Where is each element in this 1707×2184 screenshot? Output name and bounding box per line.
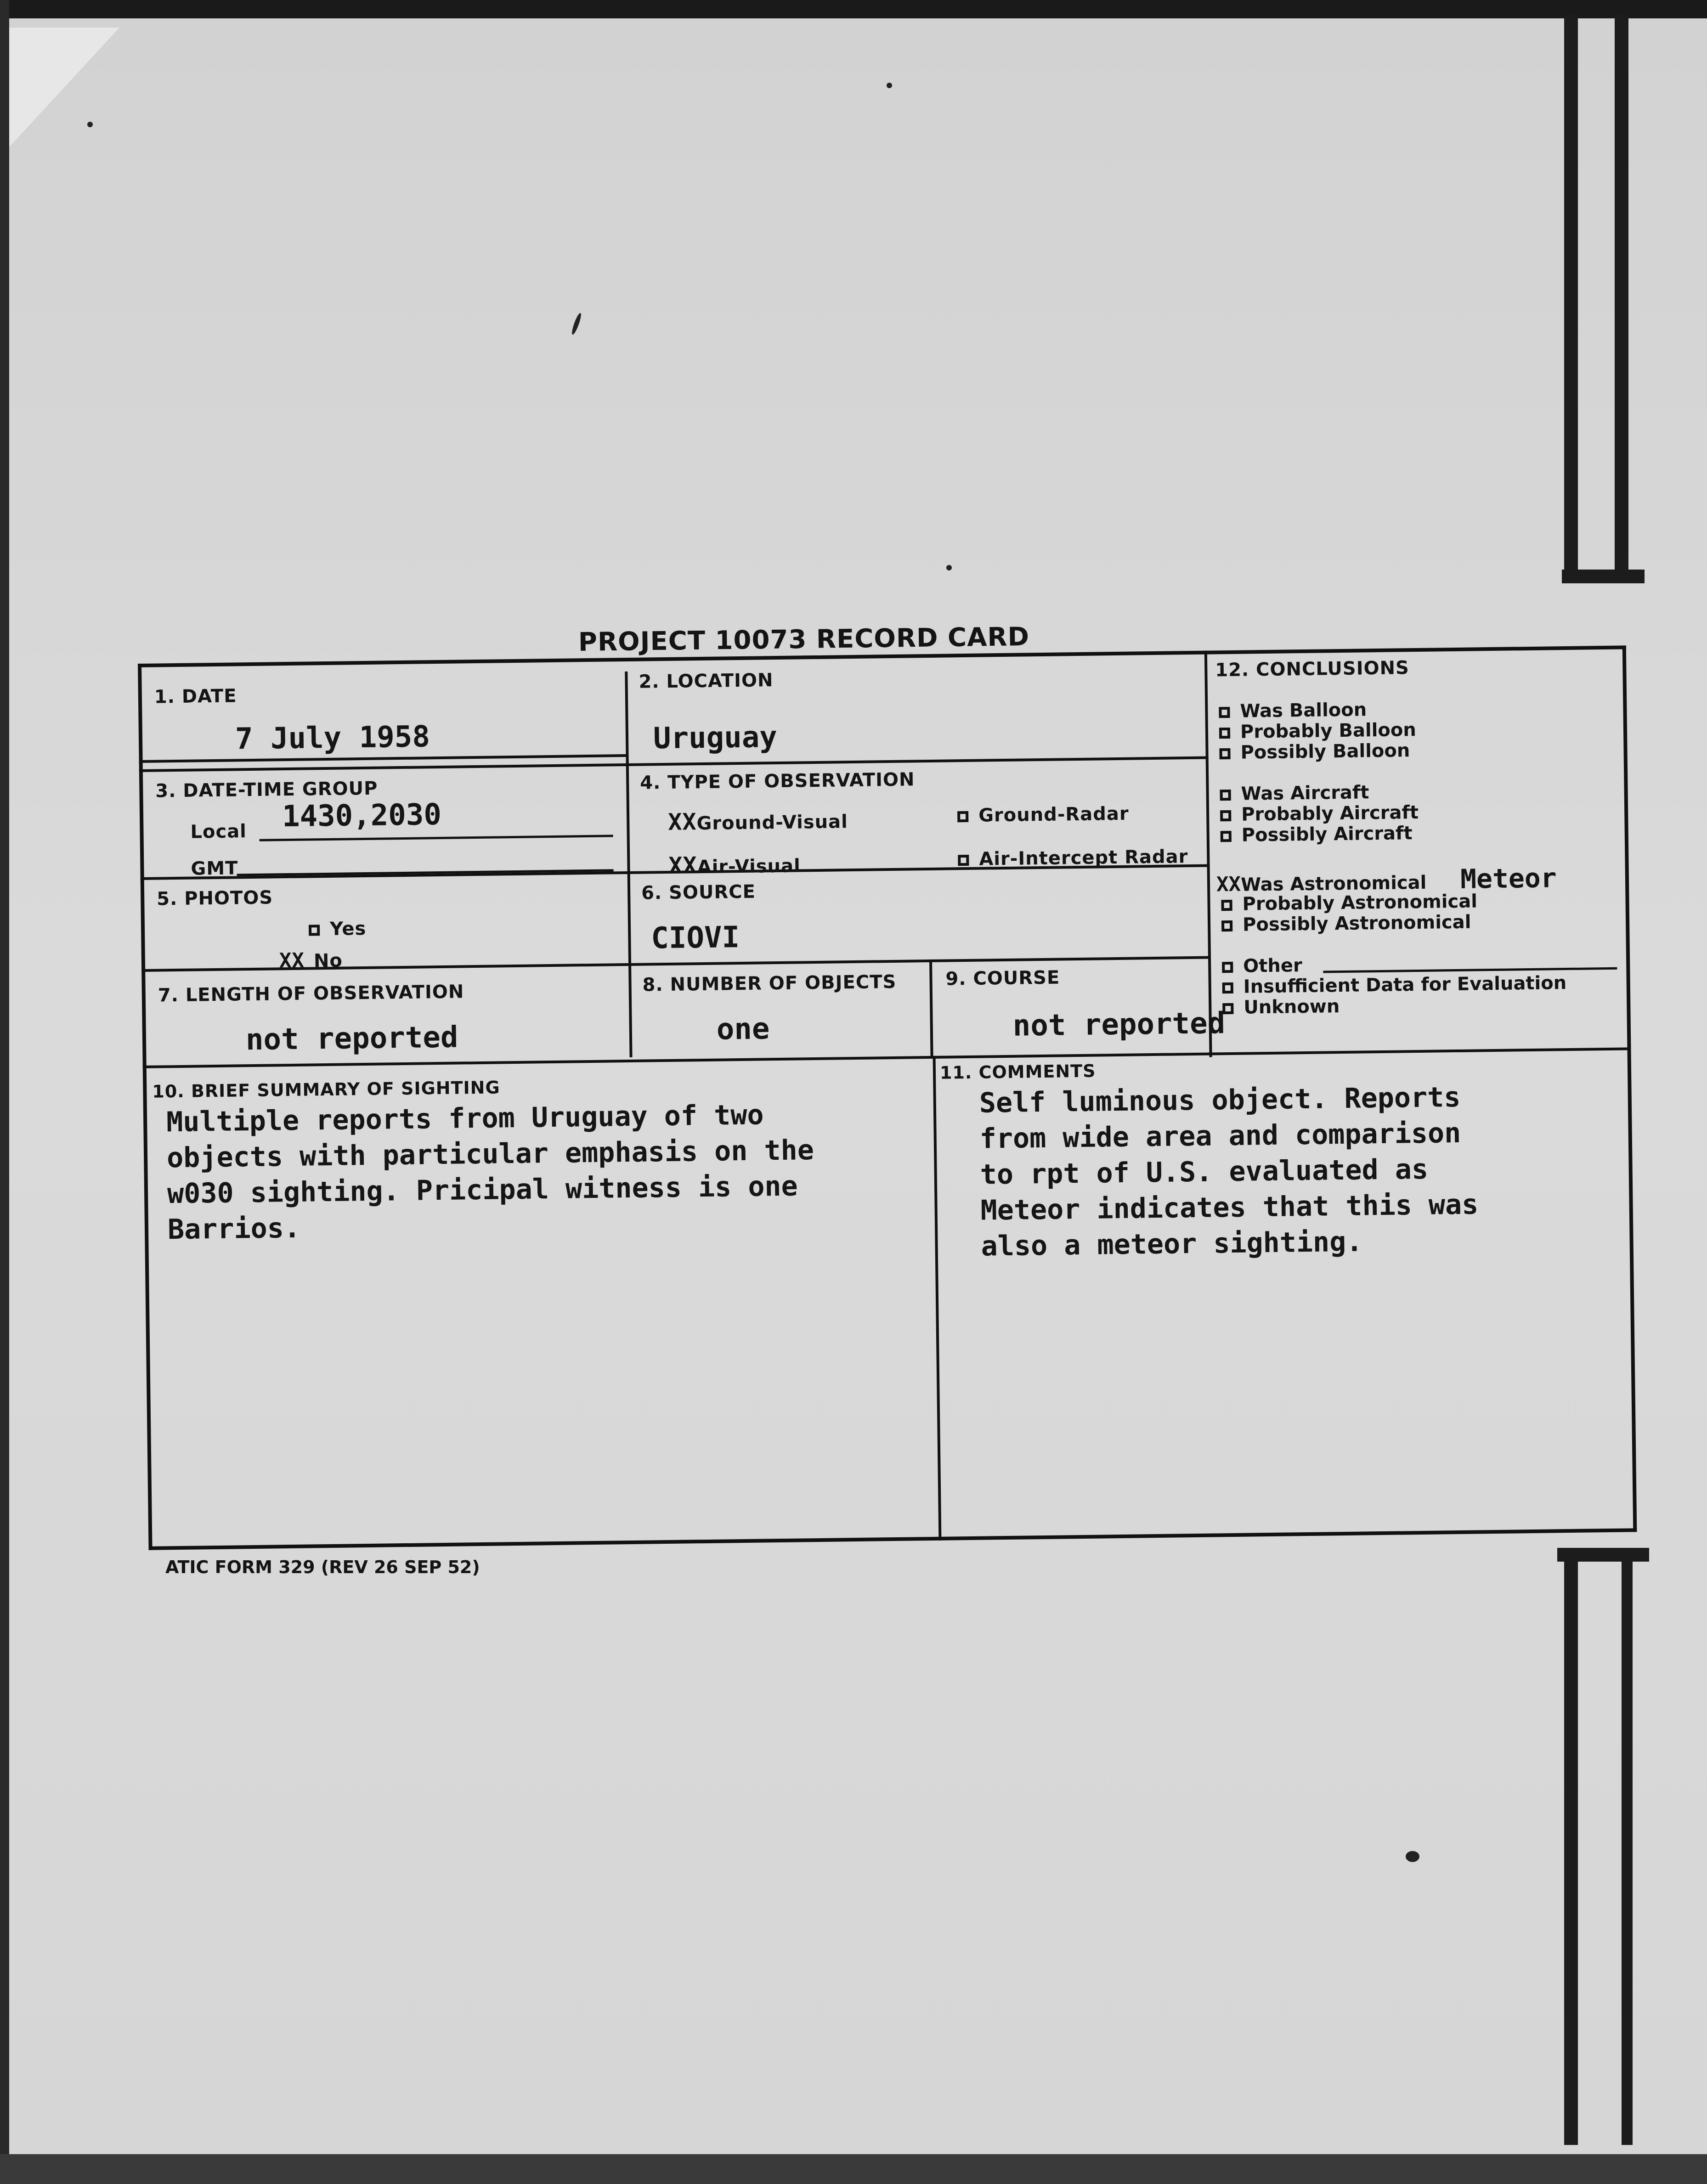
obs-ground-visual: XXGround-Visual	[667, 808, 848, 835]
binder-rail-bottom-outer	[1564, 1548, 1578, 2145]
speck	[887, 83, 892, 88]
check-mark: XX	[668, 852, 698, 879]
photos-yes: Yes	[309, 918, 367, 940]
scan-edge-left	[0, 0, 9, 2184]
checkbox-icon	[1219, 748, 1230, 759]
comment-line: also a meteor sighting.	[981, 1225, 1363, 1263]
other-underline	[1323, 967, 1617, 973]
checkbox-icon	[1221, 920, 1232, 931]
speck	[946, 565, 952, 570]
location-label: 2. LOCATION	[639, 670, 774, 693]
check-mark: XX	[667, 808, 697, 835]
gmt-label: GMT	[191, 858, 238, 880]
comment-line: Self luminous object. Reports	[979, 1081, 1461, 1119]
obs-ground-radar: Ground-Radar	[957, 803, 1129, 827]
binder-rail-top-foot	[1562, 570, 1645, 583]
binder-rail-top-outer	[1564, 14, 1578, 583]
summary-line: Barrios.	[167, 1212, 301, 1246]
binder-rail-bottom-inner	[1622, 1548, 1633, 2145]
binder-rail-top-inner	[1615, 14, 1628, 583]
conclusion-probably-astronomical: Probably Astronomical	[1221, 891, 1477, 915]
speck	[571, 312, 582, 335]
conclusion-possibly-astronomical: Possibly Astronomical	[1221, 912, 1471, 936]
local-label: Local	[190, 821, 247, 843]
form-number: ATIC FORM 329 (REV 26 SEP 52)	[165, 1557, 480, 1577]
conclusion-probably-balloon: Probably Balloon	[1219, 719, 1416, 743]
speck	[1406, 1851, 1419, 1862]
obs-air-intercept-radar: Air-Intercept Radar	[958, 846, 1188, 870]
brief-summary-text	[166, 1096, 815, 1247]
check-mark: XX	[1216, 872, 1241, 897]
record-card	[138, 645, 1637, 1550]
scan-edge-top	[0, 0, 1707, 18]
local-time-value: 1430,2030	[282, 797, 442, 834]
location-value: Uruguay	[653, 720, 778, 756]
course-value: not reported	[1012, 1006, 1226, 1043]
comments-label: 11. COMMENTS	[939, 1061, 1096, 1083]
photos-label: 5. PHOTOS	[156, 887, 273, 910]
date-time-group-label: 3. DATE-TIME GROUP	[155, 778, 378, 802]
obs-air-visual: XXAir-Visual	[668, 852, 801, 879]
checkbox-icon	[1219, 707, 1230, 718]
conclusion-unknown: Unknown	[1222, 996, 1340, 1018]
number-of-objects-label: 8. NUMBER OF OBJECTS	[642, 971, 897, 996]
conclusions-list	[1204, 645, 1631, 1052]
source-value: CIOVI	[650, 920, 740, 956]
comment-line: from wide area and comparison	[979, 1117, 1461, 1155]
summary-line: objects with particular emphasis on the	[166, 1134, 814, 1174]
checkbox-icon	[1222, 982, 1233, 993]
checkbox-icon	[1219, 728, 1230, 739]
scan-edge-bottom	[0, 2154, 1707, 2184]
brief-summary-label: 10. BRIEF SUMMARY OF SIGHTING	[152, 1077, 500, 1102]
date-label: 1. DATE	[154, 685, 237, 708]
folded-corner	[9, 28, 119, 147]
checkbox-icon	[1220, 790, 1231, 801]
comment-line: Meteor indicates that this was	[980, 1188, 1479, 1227]
length-of-observation-value: not reported	[245, 1020, 458, 1057]
summary-line: Multiple reports from Uruguay of two	[166, 1099, 764, 1139]
checkbox-icon	[1222, 962, 1233, 973]
checkbox-icon	[1221, 831, 1232, 842]
photos-no: XX No	[279, 948, 343, 973]
checkbox-icon	[309, 925, 320, 936]
checkbox-icon	[957, 811, 968, 822]
conclusion-was-balloon: Was Balloon	[1219, 699, 1367, 722]
number-of-objects-value: one	[716, 1012, 770, 1047]
conclusion-probably-aircraft: Probably Aircraft	[1220, 802, 1419, 825]
checkbox-icon	[958, 855, 969, 866]
date-value: 7 July 1958	[235, 720, 430, 756]
conclusion-insufficient-data: Insufficient Data for Evaluation	[1222, 972, 1566, 998]
checkbox-icon	[1220, 810, 1231, 821]
conclusion-was-aircraft: Was Aircraft	[1220, 782, 1369, 805]
check-mark: XX	[279, 948, 305, 973]
conclusion-possibly-balloon: Possibly Balloon	[1219, 740, 1410, 763]
conclusion-other: Other	[1222, 955, 1302, 977]
conclusions-label: 12. CONCLUSIONS	[1215, 657, 1410, 681]
source-label: 6. SOURCE	[641, 881, 756, 904]
length-of-observation-label: 7. LENGTH OF OBSERVATION	[158, 981, 464, 1006]
checkbox-icon	[1222, 1003, 1233, 1014]
conclusion-was-astronomical: XXWas Astronomical Meteor	[1216, 862, 1557, 897]
speck	[87, 122, 93, 127]
summary-line: w030 sighting. Pricipal witness is one	[167, 1170, 798, 1210]
card-title: PROJECT 10073 RECORD CARD	[578, 622, 1030, 657]
course-label: 9. COURSE	[945, 967, 1060, 990]
comment-line: to rpt of U.S. evaluated as	[980, 1153, 1429, 1191]
checkbox-icon	[1221, 900, 1232, 911]
comments-text	[979, 1079, 1479, 1264]
astronomical-note: Meteor	[1460, 862, 1557, 895]
conclusion-possibly-aircraft: Possibly Aircraft	[1220, 823, 1412, 846]
type-of-observation-label: 4. TYPE OF OBSERVATION	[639, 769, 915, 794]
